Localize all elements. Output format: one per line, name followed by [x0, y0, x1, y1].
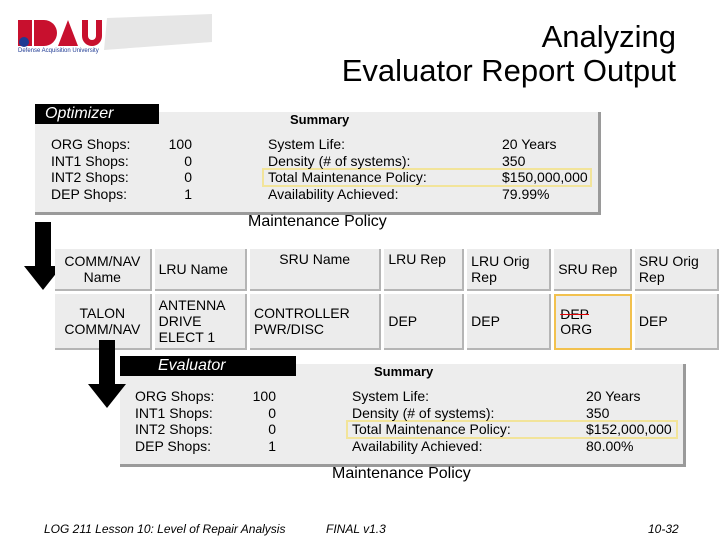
header-comm-nav: COMM/NAV Name	[55, 249, 152, 291]
metric-name: Density (# of systems):	[268, 152, 411, 169]
metric-value: $150,000,000	[502, 169, 588, 185]
maintenance-policy-label-1: Maintenance Policy	[248, 213, 387, 230]
header-sru-name: SRU Name	[250, 249, 381, 291]
shop-name: ORG Shops:	[51, 136, 131, 152]
shop-value: 1	[268, 437, 276, 454]
metric-value: 80.00%	[586, 437, 634, 454]
metric-name: Total Maintenance Policy:	[352, 421, 511, 437]
metric-name: Availability Achieved:	[352, 437, 483, 454]
sru-rep-new: ORG	[560, 321, 593, 337]
metric-name: Density (# of systems):	[352, 404, 495, 421]
optimizer-metric-names	[268, 136, 427, 202]
shop-name: INT2 Shops:	[51, 169, 129, 185]
evaluator-shops-names	[135, 388, 214, 454]
metric-name: System Life:	[352, 388, 430, 404]
metric-value: $152,000,000	[586, 421, 672, 437]
shop-value: 0	[184, 169, 192, 185]
metric-value: 350	[502, 152, 526, 169]
cell-comm-nav: TALON COMM/NAV	[55, 294, 152, 350]
evaluator-metric-values	[586, 388, 672, 454]
logo-subtext: Defense Acquisition University	[18, 48, 99, 54]
metric-value: 20 Years	[586, 388, 641, 404]
footer-course: LOG 211 Lesson 10: Level of Repair Analysis	[44, 522, 286, 536]
evaluator-metric-names	[352, 388, 511, 454]
dau-logo	[12, 12, 212, 60]
cell-sru-rep	[554, 294, 632, 350]
sru-rep-struck: DEP	[560, 306, 589, 322]
shop-name: INT2 Shops:	[135, 421, 213, 437]
metric-value: 79.99%	[502, 185, 550, 202]
cell-lru-rep: DEP	[384, 294, 464, 350]
header-lru-orig-rep: LRU Orig Rep	[467, 249, 551, 291]
shop-name: DEP Shops:	[51, 185, 128, 202]
cell-sru-orig-rep: DEP	[635, 294, 719, 350]
cell-sru-name: CONTROLLER PWR/DISC	[250, 294, 381, 350]
title-line-2: Evaluator Report Output	[341, 53, 676, 88]
shop-value: 0	[268, 404, 276, 421]
table-row	[55, 294, 719, 350]
footer-page-number: 10-32	[648, 522, 679, 536]
metric-name: Total Maintenance Policy:	[268, 169, 427, 185]
shop-value: 1	[184, 185, 192, 202]
header-lru-rep: LRU Rep	[384, 249, 464, 291]
header-sru-orig-rep: SRU Orig Rep	[635, 249, 719, 291]
metric-value: 350	[586, 404, 610, 421]
optimizer-shops-values	[160, 136, 192, 202]
table-header-row	[55, 249, 719, 291]
metric-value: 20 Years	[502, 136, 557, 152]
shop-value: 0	[184, 152, 192, 169]
evaluator-summary-label: Summary	[374, 364, 434, 379]
metric-name: System Life:	[268, 136, 346, 152]
evaluator-label: Evaluator	[120, 356, 296, 376]
maintenance-policy-label-2: Maintenance Policy	[332, 465, 471, 482]
shop-value: 100	[252, 388, 276, 404]
shop-name: ORG Shops:	[135, 388, 215, 404]
footer-version: FINAL v1.3	[326, 522, 386, 536]
title-line-1: Analyzing	[541, 19, 676, 54]
page-title	[342, 20, 676, 88]
cell-lru-orig-rep: DEP	[467, 294, 551, 350]
shop-name: DEP Shops:	[135, 437, 212, 454]
arrow-down-icon	[86, 340, 128, 410]
cell-lru-name: ANTENNA DRIVE ELECT 1	[155, 294, 247, 350]
optimizer-summary-label: Summary	[290, 112, 350, 127]
optimizer-label: Optimizer	[35, 104, 159, 124]
optimizer-metric-values	[502, 136, 588, 202]
optimizer-shops-names	[51, 136, 130, 202]
shop-name: INT1 Shops:	[51, 152, 129, 169]
metric-name: Availability Achieved:	[268, 185, 399, 202]
evaluator-shops-values	[244, 388, 276, 454]
header-sru-rep: SRU Rep	[554, 249, 632, 291]
header-lru-name: LRU Name	[155, 249, 247, 291]
shop-value: 100	[168, 136, 192, 152]
shop-name: INT1 Shops:	[135, 404, 213, 421]
policy-table	[52, 246, 720, 353]
shop-value: 0	[268, 421, 276, 437]
